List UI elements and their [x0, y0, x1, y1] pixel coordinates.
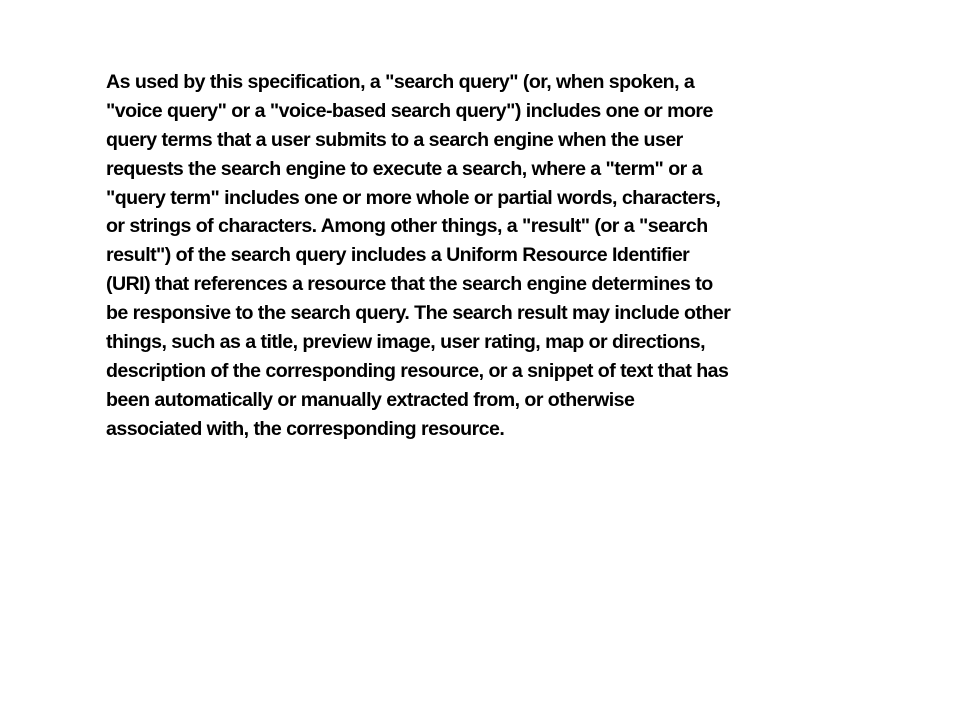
paragraph-line: description of the corresponding resource, or a snippet of text that has: [106, 359, 729, 382]
paragraph-line: things, such as a title, preview image, user rating, map or directions,: [106, 331, 706, 354]
paragraph-line: or strings of characters. Among other things, a "result" (or a "search: [106, 215, 708, 238]
paragraph-line: been automatically or manually extracted from, or otherwise: [106, 388, 635, 411]
paragraph-line: requests the search engine to execute a search, where a "term" or a: [106, 157, 702, 180]
paragraph-line: associated with, the corresponding resource.: [106, 417, 505, 440]
paragraph: [106, 68, 826, 444]
paragraph-line: "query term" includes one or more whole or partial words, characters,: [106, 186, 721, 209]
paragraph-line: query terms that a user submits to a search engine when the user: [106, 128, 683, 151]
paragraph-line: As used by this specification, a "search query" (or, when spoken, a: [106, 71, 695, 93]
paragraph-line: result") of the search query includes a Uniform Resource Identifier: [106, 244, 690, 267]
paragraph-line: be responsive to the search query. The search result may include other: [106, 302, 731, 325]
paragraph-line: "voice query" or a "voice-based search query") includes one or more: [106, 99, 713, 122]
paragraph-line: (URI) that references a resource that the search engine determines to: [106, 273, 713, 296]
